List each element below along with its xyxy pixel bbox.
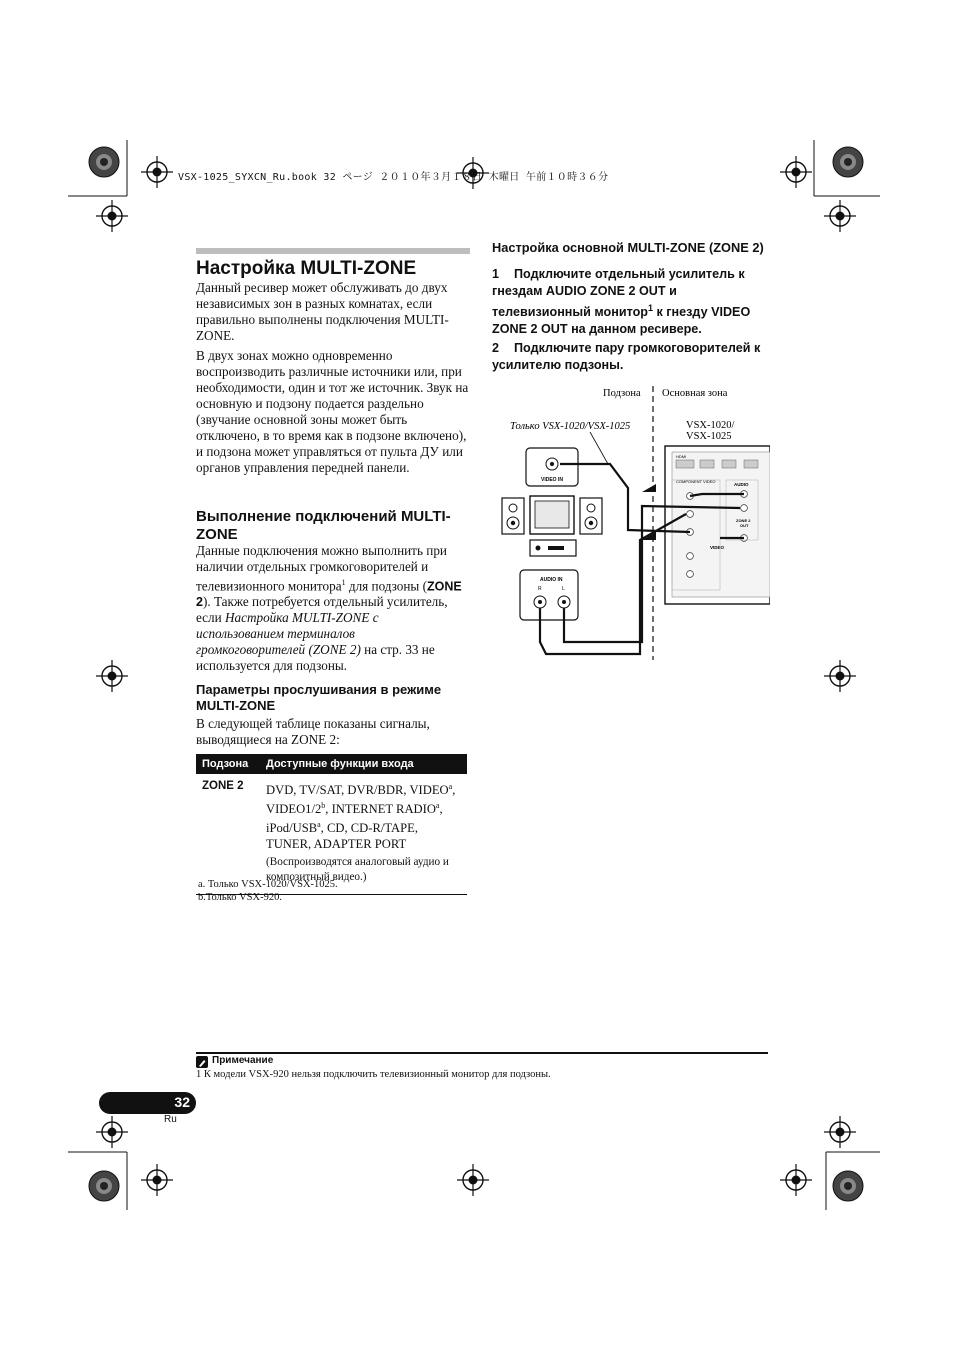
svg-text:COMPONENT VIDEO: COMPONENT VIDEO	[676, 479, 716, 484]
page-number: 32	[174, 1094, 190, 1110]
svg-text:HDMI: HDMI	[676, 454, 687, 459]
step-2: 2 Подключите пару громкоговорителей к усилителю подзоны.	[492, 341, 761, 372]
zone-cell: ZONE 2	[202, 780, 244, 792]
table-row	[196, 774, 467, 890]
title-rule	[196, 248, 470, 254]
zones-paragraph: В двух зонах можно одновременно воспроизводить различные источники или, при необходимости, один и тот же источник. Звук на основную и подзону подается раздельно (звучание основной зоны может быть отключено, в то время как в подзоне включено), и подзона может управляться от пульта ДУ или органов управления передней панели.	[196, 348, 469, 475]
svg-text:L: L	[562, 586, 565, 592]
listening-heading: Параметры прослушивания в режиме MULTI-ZONE	[196, 682, 442, 713]
connection-diagram	[490, 380, 770, 670]
connections-heading: Выполнение подключений MULTI-ZONE	[196, 508, 451, 543]
receiver-panel	[665, 446, 770, 604]
svg-text:VIDEO: VIDEO	[710, 545, 725, 550]
svg-text:ZONE 2: ZONE 2	[736, 518, 751, 523]
svg-text:R: R	[538, 586, 542, 592]
amplifier	[530, 540, 576, 556]
only-models-label: Только VSX-1020/VSX-1025	[510, 421, 631, 432]
svg-text:OUT: OUT	[740, 523, 749, 528]
section-title: Настройка MULTI-ZONE	[196, 258, 417, 279]
corner-bottom-left	[68, 1116, 173, 1210]
corner-bottom-right	[780, 1116, 880, 1210]
model-label-2: VSX-1025	[686, 431, 732, 442]
speaker-left	[502, 498, 524, 534]
page-language: Ru	[164, 1114, 177, 1125]
svg-text:VIDEO IN: VIDEO IN	[541, 477, 563, 483]
audio-in-box	[520, 570, 578, 620]
model-label-1: VSX-1020/	[686, 420, 735, 431]
col-subzone: Подзона	[196, 754, 260, 774]
table-intro: В следующей таблице показаны сигналы, выводящиеся на ZONE 2:	[196, 716, 430, 747]
corner-top-left	[68, 140, 173, 232]
note-rule	[196, 1052, 768, 1054]
table-note: (Воспроизводятся аналоговый аудио и композитный видео.)	[266, 855, 449, 883]
footnote-b: b.Только VSX-920.	[198, 892, 282, 903]
signal-table	[196, 754, 467, 890]
corner-top-right	[780, 140, 880, 232]
footnote-a: a. Только VSX-1020/VSX-1025.	[198, 879, 338, 890]
functions-cell: DVD, TV/SAT, DVR/BDR, VIDEO$^a$, VIDEO1/2$^b$, INTERNET RADIO$^a$, iPod/USB$^a$, CD, CD-R/TAPE, TUNER, ADAPTER PORT (Воспроизводятся аналоговый аудио и композитный видео.)	[260, 774, 467, 890]
signal-table-wrap	[196, 754, 467, 895]
leader-line	[590, 432, 608, 464]
note-text: 1 К модели VSX-920 нельзя подключить телевизионный монитор для подзоны.	[196, 1069, 551, 1080]
video-in-box	[526, 448, 578, 486]
svg-text:AUDIO: AUDIO	[734, 482, 749, 487]
tv-monitor	[530, 496, 574, 534]
intro-paragraph: Данный ресивер может обслуживать до двух независимых зон в разных комнатах, если правильно выполнены подключения MULTI-ZONE.	[196, 280, 449, 343]
col-functions: Доступные функции входа	[260, 754, 467, 774]
svg-text:AUDIO IN: AUDIO IN	[540, 577, 563, 583]
mainzone-label: Основная зона	[662, 388, 728, 399]
note-icon	[196, 1056, 208, 1068]
subzone-label: Подзона	[603, 388, 641, 399]
note-label: Примечание	[212, 1055, 274, 1066]
step-1: 1 Подключите отдельный усилитель к гнездам AUDIO ZONE 2 OUT и телевизионный монитор$^1$ к гнезду VIDEO ZONE 2 OUT на данном ресивере.	[492, 267, 751, 337]
running-head: VSX-1025_SYXCN_Ru.book 32 ページ ２０１０年３月１８日 木曜日 午前１０時３６分	[178, 172, 609, 183]
right-heading: Настройка основной MULTI-ZONE (ZONE 2)	[492, 240, 764, 255]
speaker-right	[580, 498, 602, 534]
connections-paragraph: Данные подключения можно выполнить при наличии отдельных громкоговорителей и телевизионного монитора$^1$ для подзоны (ZONE 2). Также потребуется отдельный усилитель, если Настройка MULTI-ZONE с использованием терминалов громкоговорителей (ZONE 2) на стр. 33 не используется для подзоны.	[196, 543, 462, 674]
